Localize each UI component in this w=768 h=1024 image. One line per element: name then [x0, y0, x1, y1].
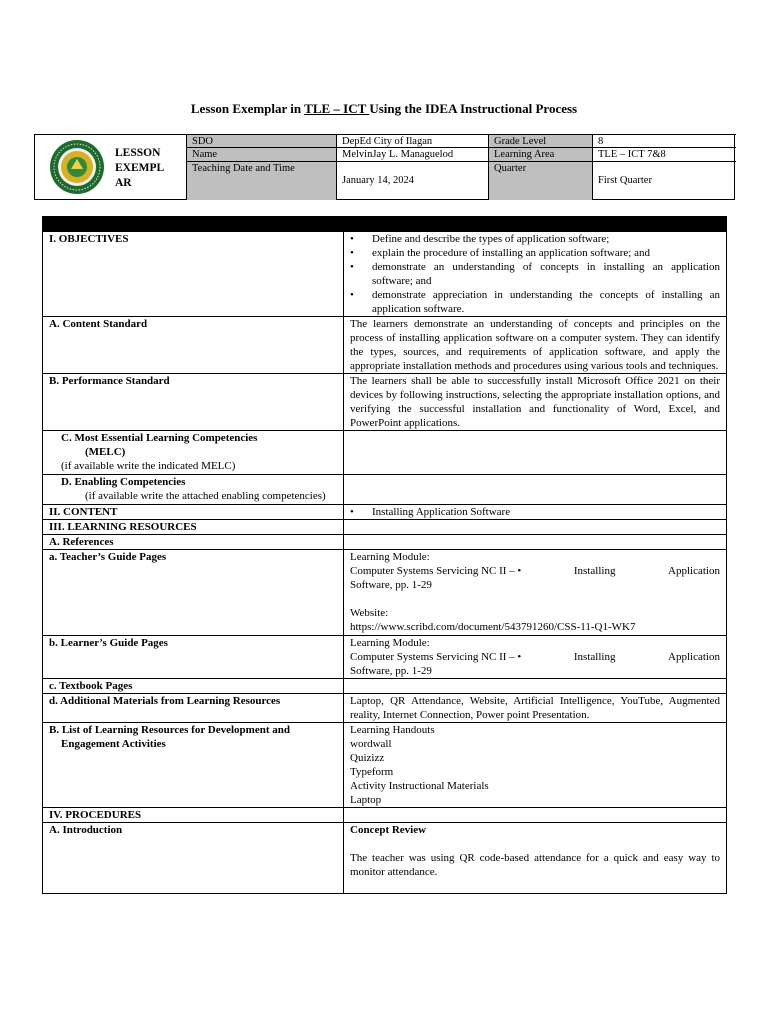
table-row	[43, 808, 727, 823]
bullet-icon: •	[350, 506, 354, 518]
content-label: II. CONTENT	[43, 505, 344, 520]
lesson-label-line: AR	[115, 177, 132, 189]
learning-area-label: Learning Area	[488, 148, 592, 162]
table-row	[43, 823, 727, 894]
table-row	[43, 232, 727, 317]
name-value: MelvinJay L. Managuelod	[336, 148, 488, 162]
textbook-pages-value	[344, 679, 727, 694]
objectives-label: I. OBJECTIVES	[43, 232, 344, 317]
grade-level-value: 8	[592, 134, 736, 148]
module-title-right: Application	[668, 565, 720, 577]
module-title-line	[350, 650, 720, 664]
module-pages: Software, pp. 1-29	[350, 665, 432, 677]
content-standard-text: The learners demonstrate an understanding of concepts and principles on the process of installing application software on a computer system. They can identify the types, sources, and requirements of application software, and apply the appropriate installation methods and procedures using various tools and techniques.	[344, 317, 727, 374]
list-item	[350, 246, 720, 260]
procedures-label: IV. PROCEDURES	[43, 808, 344, 823]
document-title	[0, 101, 768, 117]
table-row	[43, 317, 727, 374]
list-item	[350, 288, 720, 316]
learning-resources-value	[344, 520, 727, 535]
additional-materials-text: Laptop, QR Attendance, Website, Artificial Intelligence, YouTube, Augmented reality, Internet Connection, Power point Presentation.	[344, 694, 727, 723]
enabling-note: (if available write the attached enabling competencies)	[85, 490, 326, 502]
melc-note: (if available write the indicated MELC)	[61, 460, 236, 472]
module-label: Learning Module:	[350, 551, 430, 563]
list-item: wordwall	[350, 738, 392, 750]
bullet-icon: •	[350, 261, 354, 273]
list-item: Typeform	[350, 766, 394, 778]
website-label: Website:	[350, 607, 389, 619]
enabling-competencies-value	[344, 475, 727, 505]
table-row	[43, 723, 727, 808]
melc-value	[344, 431, 727, 475]
module-title-mid: Installing	[573, 651, 616, 663]
references-label: A. References	[43, 535, 344, 550]
table-row	[43, 475, 727, 505]
header-info-grid	[186, 134, 736, 200]
title-subject: TLE – ICT	[304, 101, 370, 116]
enabling-competencies-label	[43, 475, 344, 505]
learners-guide-label: b. Learner’s Guide Pages	[43, 636, 344, 679]
quarter-label: Quarter	[488, 162, 592, 200]
sdo-label: SDO	[186, 134, 336, 148]
lesson-header-table	[34, 134, 735, 200]
module-title-left: Computer Systems Servicing NC II – •	[350, 651, 522, 663]
lesson-exemplar-label	[115, 146, 185, 191]
procedures-value	[344, 808, 727, 823]
introduction-text: The teacher was using QR code-based attendance for a quick and easy way to monitor attendance.	[350, 852, 720, 878]
quarter-value: First Quarter	[592, 162, 736, 200]
table-row	[43, 520, 727, 535]
table-row	[43, 505, 727, 520]
spacer	[350, 592, 720, 606]
melc-title-abbr: (MELC)	[85, 446, 126, 458]
content-standard-label: A. Content Standard	[43, 317, 344, 374]
website-url: https://www.scribd.com/document/543791260/CSS-11-Q1-WK7	[350, 621, 636, 633]
module-title-right: Application	[668, 651, 720, 663]
teaching-date-label: Teaching Date and Time	[186, 162, 336, 200]
teachers-guide-value	[344, 550, 727, 636]
resources-list-label	[43, 723, 344, 808]
university-seal-icon	[49, 139, 105, 195]
module-title-mid: Installing	[573, 565, 616, 577]
module-title-line	[350, 564, 720, 578]
grade-level-label: Grade Level	[488, 134, 592, 148]
bullet-icon: •	[350, 233, 354, 245]
module-pages: Software, pp. 1-29	[350, 579, 432, 591]
table-row	[43, 535, 727, 550]
table-row	[43, 694, 727, 723]
learning-resources-label: III. LEARNING RESOURCES	[43, 520, 344, 535]
teaching-date-value: January 14, 2024	[336, 162, 488, 200]
enabling-title: D. Enabling Competencies	[61, 476, 186, 488]
list-item: Learning Handouts	[350, 724, 435, 736]
learners-guide-value	[344, 636, 727, 679]
module-label: Learning Module:	[350, 637, 430, 649]
objective-text: explain the procedure of installing an application software; and	[372, 247, 650, 259]
lesson-label-line: LESSON	[115, 147, 161, 159]
table-header-bar	[43, 217, 727, 232]
teachers-guide-label: a. Teacher’s Guide Pages	[43, 550, 344, 636]
title-suffix: Using the IDEA Instructional Process	[369, 101, 578, 116]
resources-list	[344, 723, 727, 808]
objective-text: demonstrate appreciation in understanding the concepts of installing an application software.	[372, 289, 720, 315]
additional-materials-label: d. Additional Materials from Learning Resources	[43, 694, 344, 723]
objectives-list	[344, 232, 727, 317]
lesson-plan-table	[42, 216, 727, 894]
table-row	[43, 431, 727, 475]
table-row	[43, 636, 727, 679]
objective-text: demonstrate an understanding of concepts in installing an application software; and	[372, 261, 720, 287]
bullet-icon: •	[350, 289, 354, 301]
performance-standard-text: The learners shall be able to successfully install Microsoft Office 2021 on their devices by following instructions, selecting the appropriate installation options, and verifying the successful installation and functionality of Word, Excel, and PowerPoint applications.	[344, 374, 727, 431]
textbook-pages-label: c. Textbook Pages	[43, 679, 344, 694]
melc-title: C. Most Essential Learning Competencies	[61, 432, 258, 444]
table-row	[43, 550, 727, 636]
module-title-left: Computer Systems Servicing NC II – •	[350, 565, 522, 577]
list-item: Laptop	[350, 794, 382, 806]
list-item	[350, 260, 720, 288]
name-label: Name	[186, 148, 336, 162]
references-value	[344, 535, 727, 550]
list-item	[350, 505, 720, 519]
introduction-label: A. Introduction	[43, 823, 344, 894]
performance-standard-label: B. Performance Standard	[43, 374, 344, 431]
list-item: Activity Instructional Materials	[350, 780, 489, 792]
spacer	[350, 837, 720, 851]
title-prefix: Lesson Exemplar in	[190, 101, 305, 116]
learning-area-value: TLE – ICT 7&8	[592, 148, 736, 162]
list-item	[350, 232, 720, 246]
melc-label	[43, 431, 344, 475]
table-row	[43, 374, 727, 431]
content-value	[344, 505, 727, 520]
introduction-value	[344, 823, 727, 894]
table-row	[43, 679, 727, 694]
concept-review-heading: Concept Review	[350, 824, 427, 836]
objective-text: Define and describe the types of application software;	[372, 233, 610, 245]
resources-list-title: B. List of Learning Resources for Development and Engagement Activities	[49, 724, 290, 750]
sdo-value: DepEd City of Ilagan	[336, 134, 488, 148]
lesson-label-line: EXEMPL	[115, 162, 165, 174]
bullet-icon: •	[350, 247, 354, 259]
list-item: Quizizz	[350, 752, 385, 764]
content-item-text: Installing Application Software	[372, 506, 511, 518]
